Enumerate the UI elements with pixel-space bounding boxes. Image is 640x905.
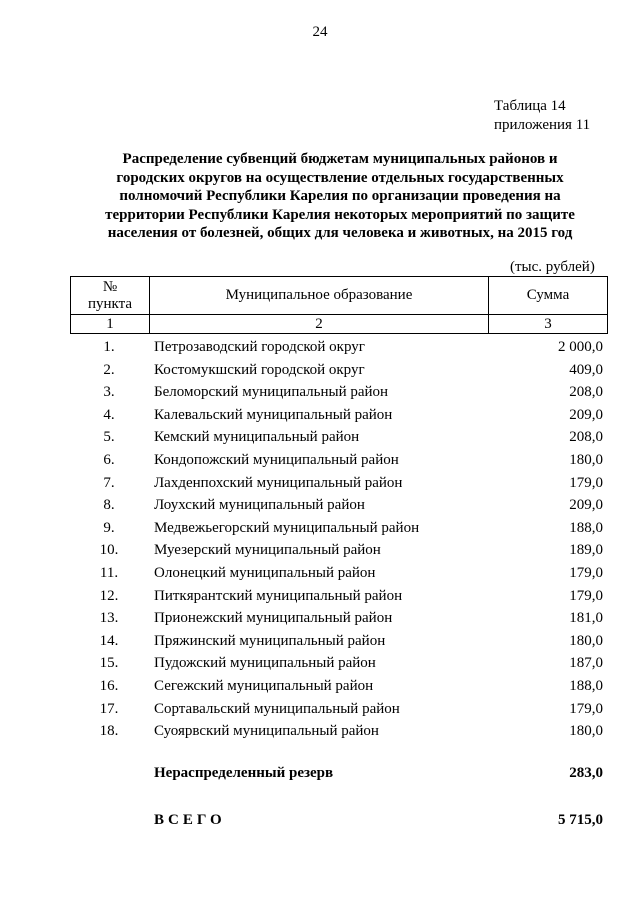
row-number: 16. — [99, 677, 119, 694]
table-header — [70, 276, 608, 334]
row-number: 4. — [103, 406, 115, 423]
row-sum: 208,0 — [569, 384, 603, 401]
table-row — [70, 540, 608, 563]
units-label: (тыс. рублей) — [510, 259, 595, 275]
title-line: полномочий Республики Карелия по организации проведения на — [119, 188, 561, 204]
column-number-3: 3 — [489, 315, 608, 334]
table-row — [70, 405, 608, 428]
row-sum: 179,0 — [569, 474, 603, 491]
table-row — [70, 608, 608, 631]
total-sum: 5 715,0 — [558, 812, 603, 828]
row-number: 15. — [99, 655, 119, 672]
row-municipality: Сортавальский муниципальный район — [154, 700, 400, 717]
row-sum: 180,0 — [569, 632, 603, 649]
row-number: 2. — [103, 361, 115, 378]
row-number: 11. — [99, 564, 119, 581]
table-row — [70, 337, 608, 360]
caption-table-number: Таблица 14 — [494, 98, 566, 114]
title-line: населения от болезней, общих для человека и животных, на 2015 год — [107, 225, 573, 241]
header-number — [71, 277, 150, 315]
table-row — [70, 676, 608, 699]
table-row — [70, 450, 608, 473]
row-municipality: Костомукшский городской округ — [154, 361, 365, 378]
row-sum: 179,0 — [569, 587, 603, 604]
row-municipality: Пряжинский муниципальный район — [154, 632, 386, 649]
table-caption — [494, 97, 590, 135]
total-label: ВСЕГО — [154, 812, 226, 828]
row-municipality: Лоухский муниципальный район — [154, 497, 365, 514]
row-sum: 209,0 — [569, 406, 603, 423]
title-line: городских округов на осуществление отдельных государственных — [116, 169, 564, 186]
row-number: 12. — [99, 587, 119, 604]
row-municipality: Питкярантский муниципальный район — [154, 587, 403, 604]
header-sum: Сумма — [489, 277, 608, 315]
row-number: 1. — [103, 339, 115, 355]
row-municipality: Олонецкий муниципальный район — [154, 564, 376, 581]
table-row — [70, 699, 608, 722]
row-municipality: Муезерский муниципальный район — [154, 542, 381, 559]
row-number: 5. — [103, 429, 115, 446]
row-municipality: Медвежьегорский муниципальный район — [154, 519, 420, 536]
table-row — [70, 586, 608, 609]
row-number: 10. — [99, 542, 119, 559]
row-number: 9. — [103, 519, 115, 536]
title-line: Распределение субвенций бюджетам муниципальных районов и — [122, 151, 558, 167]
row-municipality: Кондопожский муниципальный район — [154, 451, 399, 468]
table-row — [70, 427, 608, 450]
row-municipality: Калевальский муниципальный район — [154, 406, 393, 423]
table-row — [70, 382, 608, 405]
table-body — [70, 337, 608, 744]
table-row — [70, 360, 608, 383]
row-sum: 179,0 — [569, 700, 603, 717]
reserve-sum: 283,0 — [569, 765, 603, 781]
row-sum: 188,0 — [569, 677, 603, 694]
header-number-line1: № — [102, 278, 118, 295]
row-number: 3. — [103, 384, 115, 401]
row-municipality: Кемский муниципальный район — [154, 429, 360, 446]
table-row — [70, 495, 608, 518]
header-number-line2: пункта — [87, 295, 133, 312]
document-title — [90, 150, 590, 243]
row-number: 7. — [103, 474, 115, 491]
row-municipality: Беломорский муниципальный район — [154, 384, 389, 401]
reserve-label: Нераспределенный резерв — [154, 765, 334, 781]
column-number-1: 1 — [71, 315, 150, 334]
header-municipality: Муниципальное образование — [150, 277, 489, 315]
row-municipality: Петрозаводский городской округ — [154, 339, 365, 355]
row-number: 17. — [99, 700, 119, 717]
table-row — [70, 653, 608, 676]
table-row — [70, 473, 608, 496]
column-number-2: 2 — [150, 315, 489, 334]
row-number: 6. — [103, 451, 115, 468]
row-number: 18. — [99, 723, 119, 740]
row-sum: 208,0 — [569, 429, 603, 446]
row-sum: 181,0 — [569, 610, 603, 627]
table-row — [70, 518, 608, 541]
table-row — [70, 631, 608, 654]
row-sum: 2 000,0 — [558, 339, 603, 355]
row-municipality: Лахденпохский муниципальный район — [154, 474, 403, 491]
table-row — [70, 721, 608, 744]
row-municipality: Пудожский муниципальный район — [154, 655, 376, 672]
row-sum: 179,0 — [569, 564, 603, 581]
row-sum: 189,0 — [569, 542, 603, 559]
title-line: территории Республики Карелия некоторых мероприятий по защите — [105, 206, 575, 223]
row-municipality: Сегежский муниципальный район — [154, 677, 374, 694]
row-sum: 188,0 — [569, 519, 603, 536]
row-sum: 409,0 — [569, 361, 603, 378]
row-sum: 180,0 — [569, 723, 603, 740]
page-number: 24 — [312, 24, 328, 40]
row-municipality: Прионежский муниципальный район — [154, 610, 393, 627]
row-number: 13. — [99, 610, 119, 627]
caption-appendix: приложения 11 — [494, 117, 591, 133]
table-row — [70, 563, 608, 586]
row-sum: 180,0 — [569, 451, 603, 468]
row-sum: 209,0 — [569, 497, 603, 514]
row-number: 14. — [99, 632, 119, 649]
row-municipality: Суоярвский муниципальный район — [154, 723, 379, 740]
row-number: 8. — [103, 497, 115, 514]
row-sum: 187,0 — [569, 655, 603, 672]
